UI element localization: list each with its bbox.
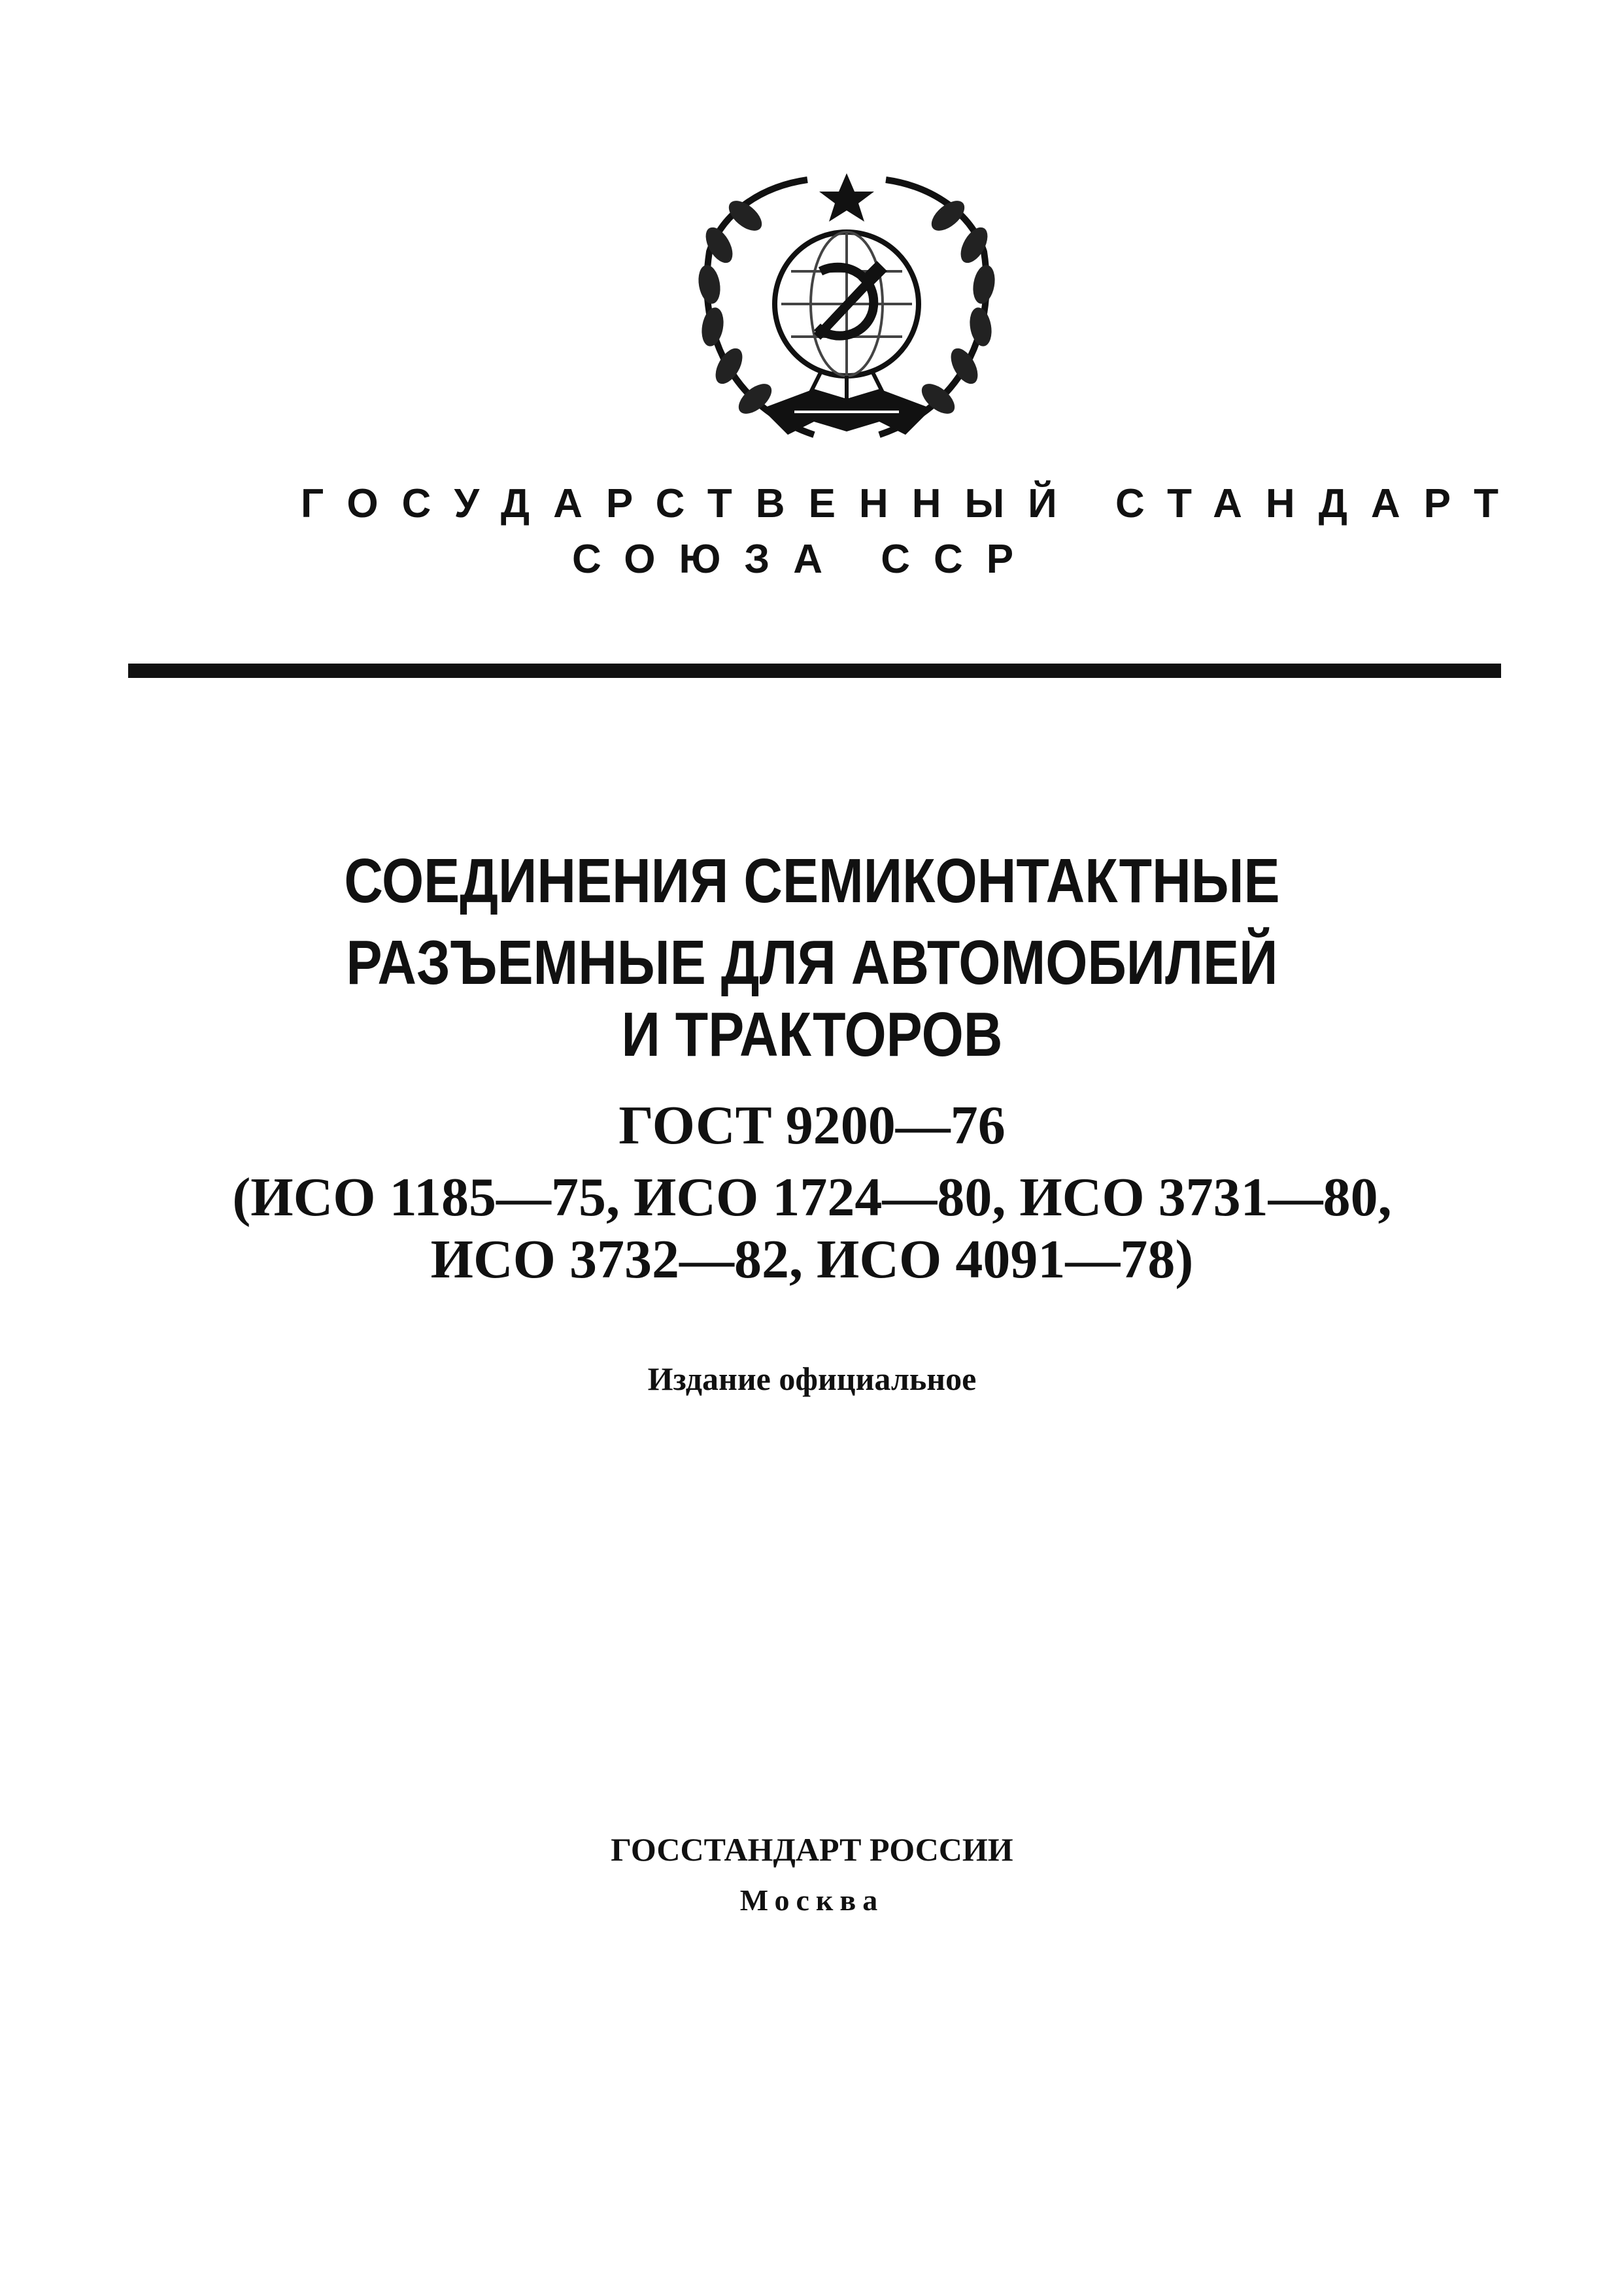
header-line-2: СОЮЗА ССР — [572, 537, 1038, 582]
publication-city: Москва — [739, 1883, 885, 1917]
title-line-3: И ТРАКТОРОВ — [621, 1000, 1003, 1070]
iso-references-line-2: ИСО 3732—82, ИСО 4091—78) — [430, 1229, 1194, 1290]
ussr-emblem-icon — [683, 173, 1010, 461]
title-line-1: СОЕДИНЕНИЯ СЕМИКОНТАКТНЫЕ — [344, 846, 1280, 916]
standard-code: ГОСТ 9200—76 — [618, 1095, 1006, 1156]
header-line-1: ГОСУДАРСТВЕННЫЙ СТАНДАРТ — [301, 481, 1523, 526]
publisher: ГОССТАНДАРТ РОССИИ — [611, 1831, 1013, 1868]
header-divider — [128, 664, 1501, 678]
title-line-2: РАЗЪЕМНЫЕ ДЛЯ АВТОМОБИЛЕЙ — [346, 928, 1278, 998]
edition-label: Издание официальное — [647, 1360, 977, 1397]
iso-references-line-1: (ИСО 1185—75, ИСО 1724—80, ИСО 3731—80, — [232, 1167, 1392, 1228]
